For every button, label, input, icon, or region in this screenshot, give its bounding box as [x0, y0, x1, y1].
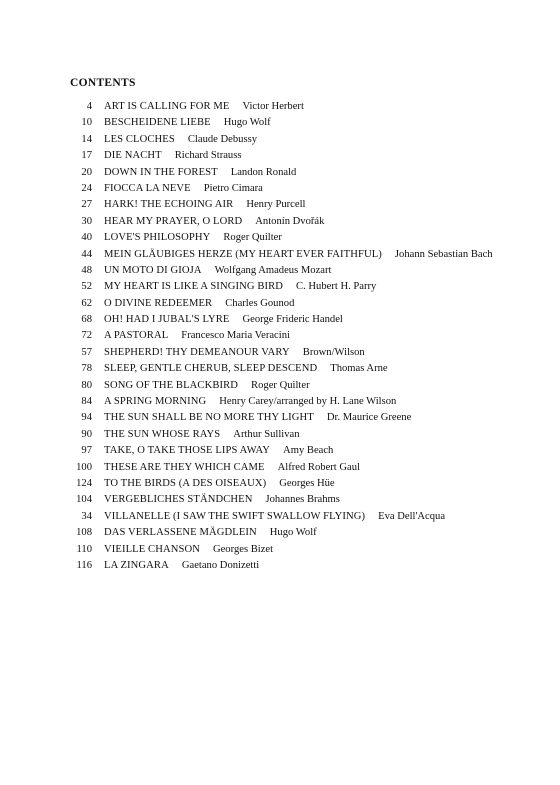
entry-composer: Alfred Robert Gaul [277, 461, 360, 473]
contents-entry [0, 492, 560, 508]
entry-song-title: A PASTORAL [104, 330, 169, 342]
entry-composer: Henry Carey/arranged by H. Lane Wilson [219, 396, 397, 408]
entry-composer: Thomas Arne [330, 363, 388, 375]
entry-song-title: SLEEP, GENTLE CHERUB, SLEEP DESCEND [104, 363, 318, 375]
contents-entry [0, 115, 560, 131]
entry-page-number: 72 [81, 330, 92, 342]
entry-song-title: BESCHEIDENE LIEBE [104, 117, 211, 129]
entry-song-title: THE SUN SHALL BE NO MORE THY LIGHT [104, 412, 314, 424]
entry-song-title: O DIVINE REDEEMER [104, 297, 213, 309]
entry-page-number: 116 [76, 559, 92, 571]
entry-composer: Charles Gounod [225, 297, 295, 309]
contents-entry [0, 99, 560, 115]
entry-page-number: 62 [81, 297, 92, 309]
entry-composer: Richard Strauss [174, 150, 242, 162]
entry-title-line [104, 525, 317, 541]
entry-composer: Roger Quilter [251, 379, 310, 391]
entry-song-title: LOVE'S PHILOSOPHY [104, 232, 211, 244]
entry-song-title: ART IS CALLING FOR ME [104, 101, 230, 112]
entry-title-line [104, 427, 300, 443]
entry-page-number: 40 [81, 232, 92, 244]
contents-entry [0, 558, 560, 574]
contents-entry [0, 263, 560, 279]
contents-entry [0, 345, 560, 361]
entry-song-title: VIEILLE CHANSON [104, 543, 200, 555]
entry-page-number: 24 [81, 182, 92, 194]
contents-entry [0, 378, 560, 394]
entry-title-line [104, 558, 259, 574]
entry-composer: Eva Dell'Acqua [378, 510, 446, 522]
entry-composer: Claude Debussy [187, 133, 258, 145]
entry-page-number: 20 [81, 166, 92, 178]
entry-composer: Landon Ronald [230, 166, 297, 178]
entry-title-line [104, 542, 273, 558]
entry-composer: Antonín Dvořák [255, 215, 325, 227]
entry-composer: C. Hubert H. Parry [296, 281, 377, 293]
entry-composer: Wolfgang Amadeus Mozart [214, 264, 332, 276]
entry-song-title: TO THE BIRDS (A DES OISEAUX) [104, 477, 267, 489]
entry-title-line [104, 214, 324, 230]
entry-song-title: DAS VERLASSENE MÄGDLEIN [104, 527, 257, 539]
entry-song-title: OH! HAD I JUBAL'S LYRE [104, 314, 230, 326]
entry-composer: Georges Bizet [212, 543, 274, 555]
contents-entry [0, 296, 560, 312]
contents-heading: CONTENTS [70, 77, 136, 89]
entry-page-number: 44 [81, 248, 92, 260]
entry-song-title: THE SUN WHOSE RAYS [104, 428, 221, 440]
entry-page-number: 108 [76, 527, 92, 539]
contents-entry [0, 165, 560, 181]
entry-song-title: FIOCCA LA NEVE [104, 182, 191, 194]
entry-title-line [104, 378, 310, 394]
entry-page-number: 80 [81, 379, 92, 391]
entry-song-title: TAKE, O TAKE THOSE LIPS AWAY [104, 445, 271, 457]
entry-composer: Gaetano Donizetti [181, 559, 260, 571]
entry-song-title: DOWN IN THE FOREST [104, 166, 218, 178]
entry-page-number: 94 [81, 412, 92, 424]
entry-page-number: 4 [86, 101, 92, 112]
entry-page-number: 97 [81, 445, 92, 457]
entry-page-number: 10 [81, 117, 92, 129]
entry-title-line [104, 361, 388, 377]
contents-entry [0, 181, 560, 197]
contents-entry [0, 148, 560, 164]
entry-title-line [104, 476, 335, 492]
contents-entry [0, 247, 560, 263]
entry-title-line [104, 394, 396, 410]
entry-composer: George Frideric Handel [242, 314, 343, 326]
entry-song-title: SHEPHERD! THY DEMEANOUR VARY [104, 346, 290, 358]
entry-page-number: 48 [81, 264, 92, 276]
entry-composer: Dr. Maurice Greene [326, 412, 412, 424]
entry-title-line [104, 279, 376, 295]
entry-song-title: DIE NACHT [104, 150, 162, 162]
contents-entry [0, 427, 560, 443]
entry-page-number: 68 [81, 314, 92, 326]
entry-title-line [104, 460, 360, 476]
entry-song-title: THESE ARE THEY WHICH CAME [104, 461, 265, 473]
contents-entry [0, 509, 560, 525]
contents-entry [0, 460, 560, 476]
entry-title-line [104, 247, 493, 263]
entry-title-line [104, 509, 445, 525]
entry-composer: Victor Herbert [242, 101, 304, 112]
contents-entry [0, 476, 560, 492]
entry-title-line [104, 115, 271, 131]
entry-composer: Hugo Wolf [223, 117, 271, 129]
contents-entry [0, 197, 560, 213]
entry-song-title: HARK! THE ECHOING AIR [104, 199, 234, 211]
entry-title-line [104, 492, 340, 508]
entry-composer: Francesco Maria Veracini [181, 330, 290, 342]
entry-title-line [104, 132, 257, 148]
entry-title-line [104, 230, 282, 246]
contents-entry [0, 443, 560, 459]
entry-song-title: A SPRING MORNING [104, 396, 207, 408]
contents-entry [0, 410, 560, 426]
entry-composer: Hugo Wolf [269, 527, 317, 539]
entry-composer: Roger Quilter [223, 232, 282, 244]
entry-title-line [104, 181, 263, 197]
entry-page-number: 34 [81, 510, 92, 522]
entry-composer: Johann Sebastian Bach [394, 248, 493, 260]
contents-entry [0, 214, 560, 230]
contents-entry [0, 361, 560, 377]
entry-page-number: 90 [81, 428, 92, 440]
entry-title-line [104, 410, 411, 426]
entry-song-title: VILLANELLE (I SAW THE SWIFT SWALLOW FLYING) [104, 510, 366, 522]
entry-title-line [104, 148, 241, 164]
entry-composer: Henry Purcell [246, 199, 306, 211]
entry-composer: Johannes Brahms [265, 494, 340, 506]
entry-title-line [104, 165, 296, 181]
entry-song-title: MEIN GLÄUBIGES HERZE (MY HEART EVER FAITHFUL) [104, 248, 382, 260]
entry-title-line [104, 263, 331, 279]
entry-page-number: 104 [76, 494, 92, 506]
entry-song-title: SONG OF THE BLACKBIRD [104, 379, 239, 391]
entry-song-title: HEAR MY PRAYER, O LORD [104, 215, 243, 227]
entry-song-title: UN MOTO DI GIOJA [104, 264, 202, 276]
entry-page-number: 17 [81, 150, 92, 162]
contents-entry [0, 542, 560, 558]
entry-title-line [104, 197, 305, 213]
contents-entry [0, 312, 560, 328]
entry-title-line [104, 345, 365, 361]
contents-entry [0, 230, 560, 246]
contents-entry [0, 132, 560, 148]
entry-composer: Arthur Sullivan [233, 428, 300, 440]
contents-entry [0, 328, 560, 344]
entry-page-number: 30 [81, 215, 92, 227]
entry-page-number: 57 [81, 346, 92, 358]
entry-page-number: 110 [76, 543, 92, 555]
entry-page-number: 52 [81, 281, 92, 293]
entry-song-title: LES CLOCHES [104, 133, 175, 145]
entry-song-title: VERGEBLICHES STÄNDCHEN [104, 494, 253, 506]
entry-page-number: 100 [76, 461, 92, 473]
entry-title-line [104, 328, 290, 344]
entry-song-title: LA ZINGARA [104, 559, 169, 571]
entry-composer: Brown/Wilson [302, 346, 365, 358]
entry-title-line [104, 312, 343, 328]
entry-page-number: 27 [81, 199, 92, 211]
entry-title-line [104, 296, 294, 312]
contents-list [0, 99, 560, 574]
entry-page-number: 124 [76, 477, 92, 489]
contents-entry [0, 394, 560, 410]
entry-page-number: 78 [81, 363, 92, 375]
entry-page-number: 14 [81, 133, 92, 145]
contents-entry [0, 525, 560, 541]
entry-composer: Pietro Cimara [203, 182, 263, 194]
entry-page-number: 84 [81, 396, 92, 408]
entry-title-line [104, 443, 333, 459]
entry-composer: Georges Hüe [279, 477, 335, 489]
contents-entry [0, 279, 560, 295]
entry-title-line [104, 99, 304, 115]
entry-composer: Amy Beach [283, 445, 334, 457]
entry-song-title: MY HEART IS LIKE A SINGING BIRD [104, 281, 284, 293]
